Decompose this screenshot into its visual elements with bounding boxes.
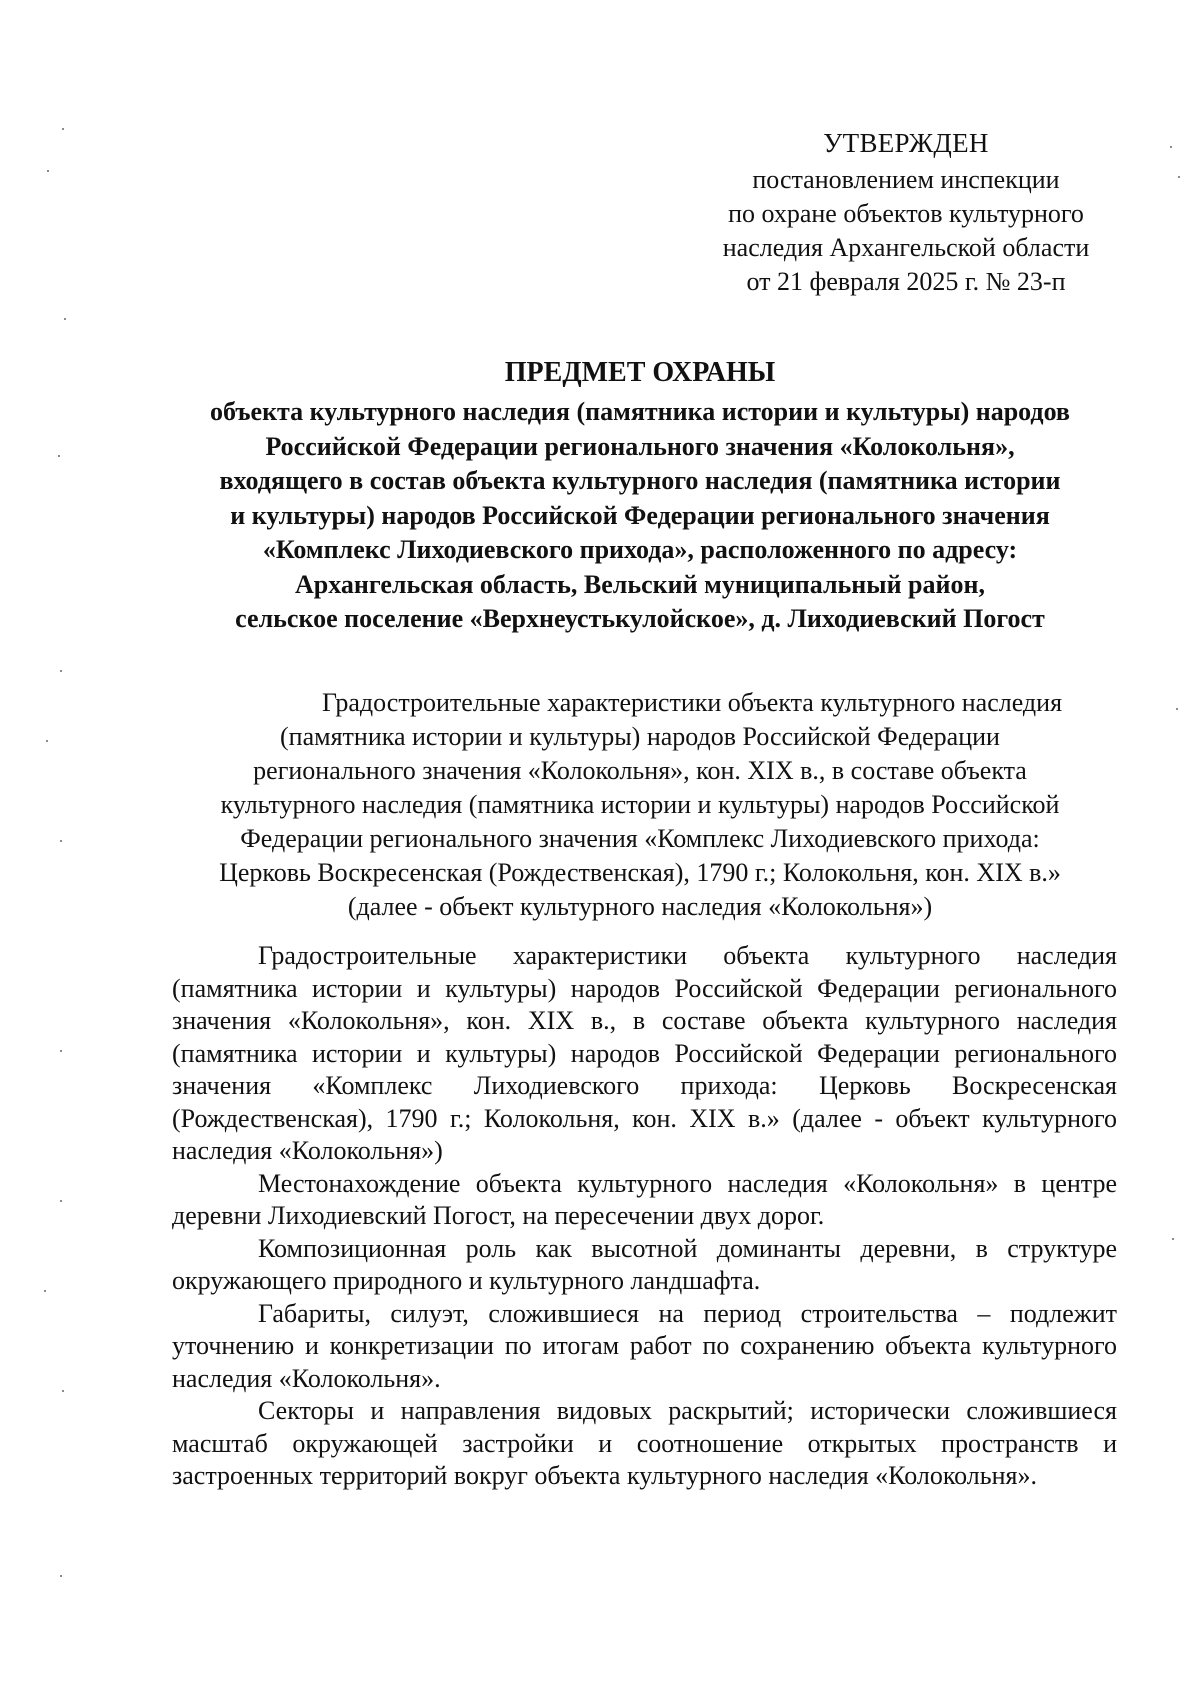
approval-block (696, 126, 1116, 299)
scan-speck (60, 840, 62, 842)
approval-line: по охране объектов культурного (728, 199, 1084, 228)
scan-speck (62, 1390, 64, 1392)
section-heading-line: Церковь Воскресенская (Рождественская), 1790 г.; Колокольня, кон. XIX в.» (219, 858, 1061, 887)
section-heading (150, 686, 1130, 924)
body-paragraph: Местонахождение объекта культурного наследия «Колокольня» в центре деревни Лиходиевский Погост, на пересечении двух дорог. (172, 1168, 1117, 1230)
section-heading-line: (памятника истории и культуры) народов Российской Федерации (280, 722, 1000, 751)
title-line: Российской Федерации регионального значения «Колокольня», (265, 431, 1015, 461)
body-paragraph: Композиционная роль как высотной доминанты деревни, в структуре окружающего природного и культурного ландшафта. (172, 1233, 1117, 1295)
scan-speck (60, 1200, 62, 1202)
document-title-block (160, 355, 1120, 637)
approval-line: от 21 февраля 2025 г. № 23-п (746, 267, 1066, 296)
document-title: ПРЕДМЕТ ОХРАНЫ (504, 357, 776, 388)
scan-speck (60, 670, 62, 672)
scan-speck (1176, 708, 1178, 710)
section-heading-line: культурного наследия (памятника истории и культуры) народов Российской (220, 790, 1060, 819)
body-text (172, 940, 1117, 1493)
scan-speck (60, 1575, 62, 1577)
title-line: объекта культурного наследия (памятника истории и культуры) народов (210, 397, 1070, 426)
approval-line: постановлением инспекции (752, 165, 1060, 194)
section-heading-line: регионального значения «Колокольня», кон. XIX в., в составе объекта (253, 756, 1027, 785)
section-heading-line: (далее - объект культурного наследия «Колокольня») (347, 892, 933, 921)
scan-speck (58, 455, 60, 457)
title-line: и культуры) народов Российской Федерации регионального значения (230, 500, 1050, 530)
section-heading-line: Федерации регионального значения «Комплекс Лиходиевского прихода: (240, 824, 1040, 853)
title-line: сельское поселение «Верхнеустькулойское», д. Лиходиевский Погост (235, 604, 1045, 633)
scan-speck (44, 1290, 46, 1292)
scan-speck (62, 128, 64, 130)
scan-speck (47, 170, 49, 172)
title-line: «Комплекс Лиходиевского прихода», расположенного по адресу: (262, 535, 1018, 564)
scan-speck (64, 318, 66, 320)
body-paragraph: Габариты, силуэт, сложившиеся на период строительства – подлежит уточнению и конкретизации по итогам работ по сохранению объекта культурного наследия «Колокольня». (172, 1298, 1117, 1393)
scan-speck (46, 740, 48, 742)
title-line: входящего в состав объекта культурного наследия (памятника истории (219, 466, 1061, 495)
scan-speck (60, 1050, 62, 1052)
title-line: Архангельская область, Вельский муниципальный район, (295, 569, 985, 599)
approval-line: наследия Архангельской области (722, 233, 1090, 262)
section-heading-line: Градостроительные характеристики объекта культурного наследия (321, 688, 1063, 717)
approval-heading: УТВЕРЖДЕН (823, 128, 989, 158)
scan-speck (1170, 146, 1172, 148)
scan-speck (1178, 176, 1180, 178)
body-paragraph: Секторы и направления видовых раскрытий; исторически сложившиеся масштаб окружающей застройки и соотношение открытых пространств и застроенных территорий вокруг объекта культурного наследия «Колокольня». (172, 1396, 1117, 1490)
scan-speck (1172, 1238, 1174, 1240)
body-paragraph: Градостроительные характеристики объекта культурного наследия (памятника истории и культуры) народов Российской Федерации регионального значения «Колокольня», кон. XIX в., в составе объекта культурного наследия (памятника истории и культуры) народов Российской Федерации регионального значения «Комплекс Лиходиевского прихода: Церковь Воскресенская (Рождественская), 1790 г.; Колокольня, кон. XIX в.» (далее - объект культурного наследия «Колокольня») (172, 941, 1117, 1165)
